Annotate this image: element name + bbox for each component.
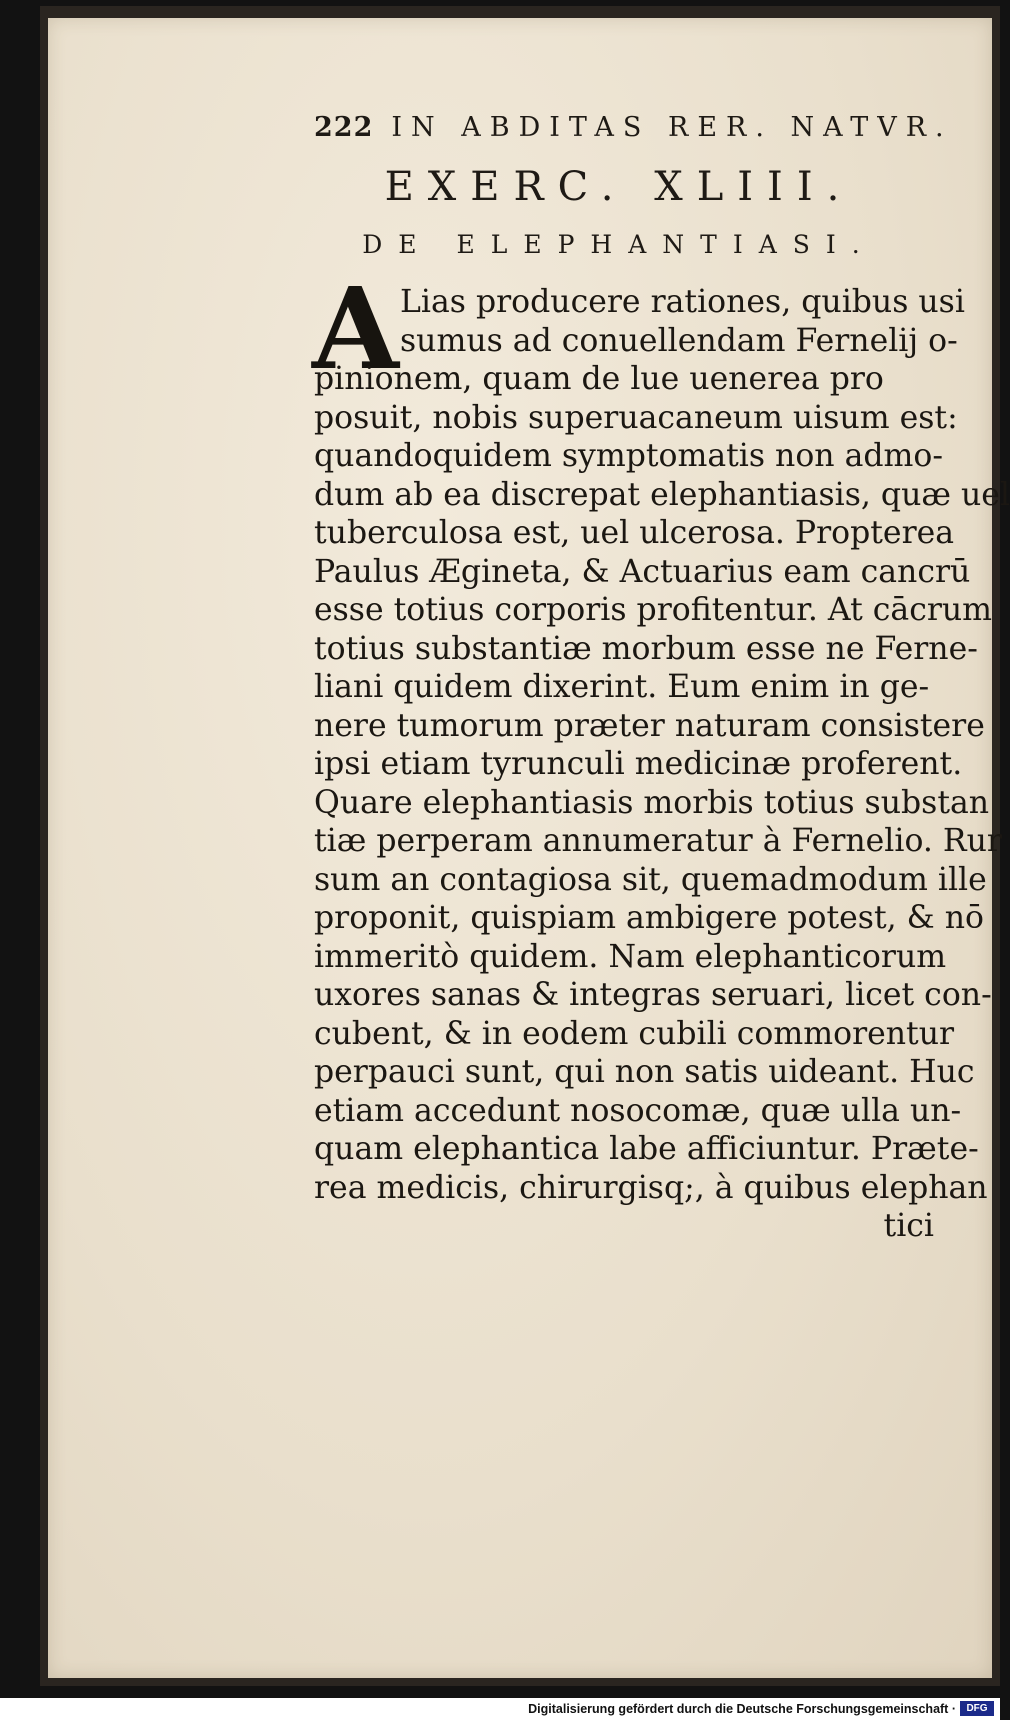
dfg-logo-icon: DFG xyxy=(960,1701,994,1716)
chapter-subheading: DE ELEPHANTIASI. xyxy=(362,230,876,259)
catchword: tici xyxy=(883,1208,934,1244)
text-line: liani quidem dixerint. Eum enim in ge- xyxy=(314,669,930,705)
chapter-heading: EXERC. XLIII. xyxy=(384,164,854,210)
text-line: esse totius corporis profitentur. At cācrum xyxy=(314,592,993,628)
digitization-footer xyxy=(0,1698,1000,1720)
text-line: etiam accedunt nosocomæ, quæ ulla un- xyxy=(314,1092,962,1129)
body-text xyxy=(314,283,1010,1246)
text-line: Lias producere rationes, quibus usi xyxy=(400,284,965,320)
text-line: dum ab ea discrepat elephantiasis, quæ uel xyxy=(314,476,1010,513)
funding-credit: Digitalisierung gefördert durch die Deutsche Forschungsgemeinschaft · xyxy=(528,1702,956,1716)
page-number: 222 xyxy=(314,112,374,143)
drop-capital: A xyxy=(312,264,399,395)
text-line: sum an contagiosa sit, quemadmodum ille xyxy=(314,861,987,898)
text-line: sumus ad conuellendam Fernelij o- xyxy=(400,322,958,359)
running-title: IN ABDITAS RER. NATVR. xyxy=(391,112,953,143)
text-line: tiæ perperam annumeratur à Fernelio. Rur xyxy=(314,823,1002,859)
text-line: immeritò quidem. Nam elephanticorum xyxy=(314,938,947,975)
text-line: proponit, quispiam ambigere potest, & nō xyxy=(314,900,984,936)
text-line: totius substantiæ morbum esse ne Ferne- xyxy=(314,630,978,667)
text-line: rea medicis, chirurgisq;, à quibus elephan xyxy=(314,1169,988,1206)
text-line: tuberculosa est, uel ulcerosa. Propterea xyxy=(314,515,955,551)
text-line: pinionem, quam de lue uenerea pro xyxy=(314,361,884,397)
text-line: Quare elephantiasis morbis totius substan xyxy=(314,784,990,821)
text-line: quandoquidem symptomatis non admo- xyxy=(314,438,944,474)
text-line: ipsi etiam tyrunculi medicinæ proferent. xyxy=(314,746,963,782)
text-line: perpauci sunt, qui non satis uideant. Huc xyxy=(314,1054,975,1090)
text-line: Paulus Ægineta, & Actuarius eam cancrū xyxy=(314,553,971,590)
text-line: nere tumorum præter naturam consistere xyxy=(314,707,985,744)
running-head xyxy=(314,112,953,152)
text-line: quam elephantica labe afficiuntur. Præte- xyxy=(314,1131,979,1167)
text-line: posuit, nobis superuacaneum uisum est: xyxy=(314,399,958,436)
text-line: cubent, & in eodem cubili commorentur xyxy=(314,1015,955,1052)
text-line: uxores sanas & integras seruari, licet con- xyxy=(314,977,992,1013)
